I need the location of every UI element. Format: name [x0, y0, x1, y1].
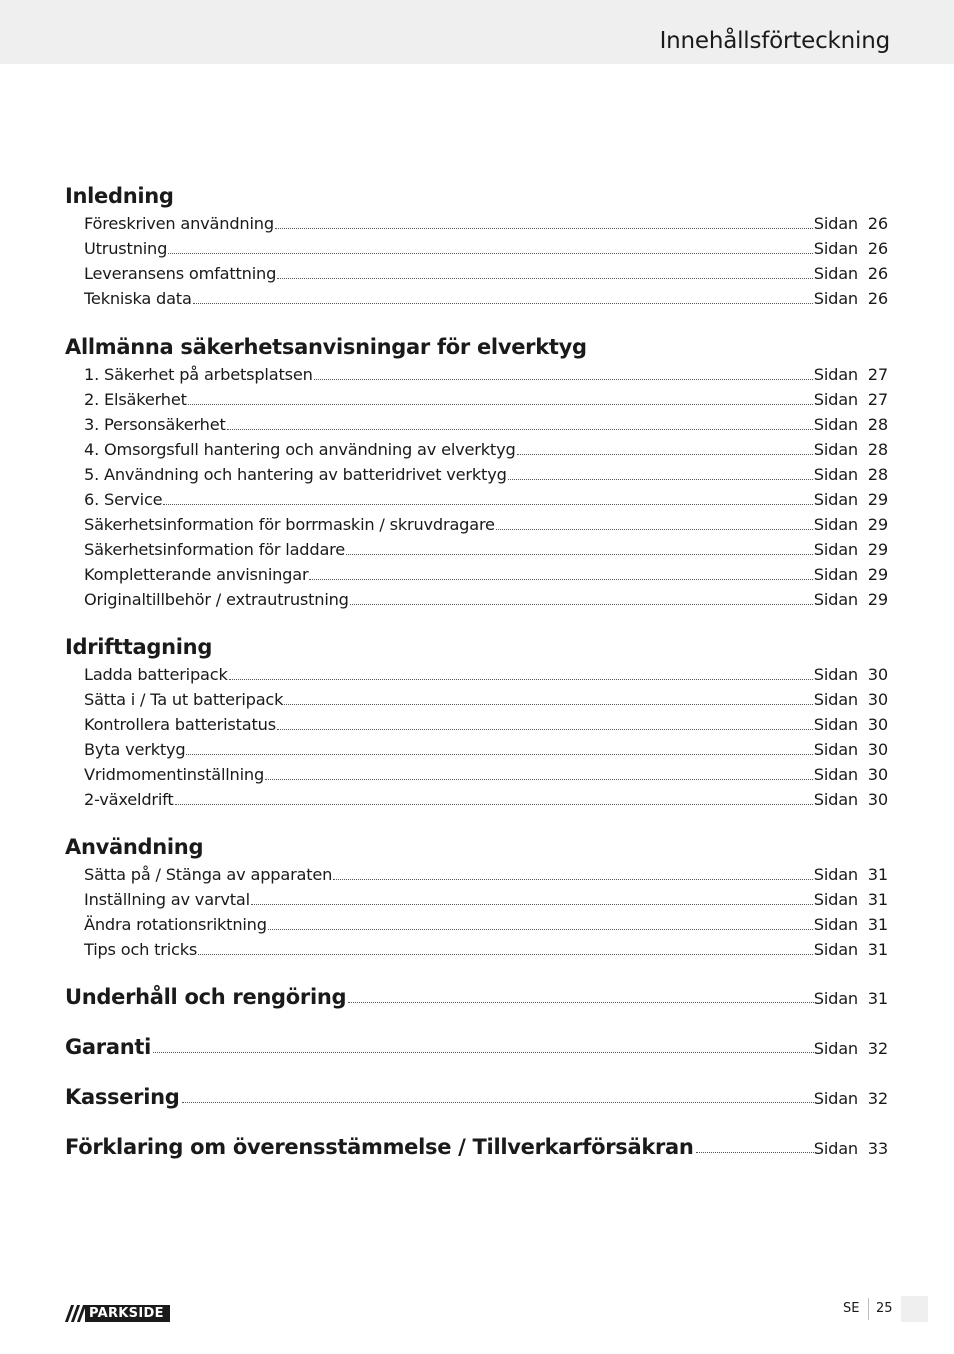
dot-leader	[198, 954, 813, 955]
heading-entry-label: Garanti	[65, 1035, 152, 1059]
entry-page: Sidan 30	[813, 765, 888, 784]
brand-logo-text: PARKSIDE	[85, 1305, 170, 1322]
entry-page: Sidan 30	[813, 740, 888, 759]
entry-label: Tekniska data	[84, 289, 192, 308]
toc-entry[interactable]	[84, 390, 888, 409]
toc-entry[interactable]	[84, 264, 888, 283]
toc-entry[interactable]	[84, 765, 888, 784]
entry-label: Leveransens omfattning	[84, 264, 277, 283]
toc-entry[interactable]	[84, 665, 888, 684]
entry-page: Sidan 26	[813, 214, 888, 233]
section-title: Allmänna säkerhetsanvisningar för elverktyg	[65, 335, 587, 359]
entry-page: Sidan 33	[813, 1139, 888, 1158]
toc-entry[interactable]	[84, 440, 888, 459]
toc-entry[interactable]	[84, 715, 888, 734]
entry-label: 2. Elsäkerhet	[84, 390, 187, 409]
footer-language: SE	[843, 1301, 860, 1316]
dot-leader	[508, 479, 813, 480]
entry-label: Säkerhetsinformation för borrmaskin / skruvdragare	[84, 515, 495, 534]
entry-page: Sidan 27	[813, 390, 888, 409]
entry-page: Sidan 30	[813, 715, 888, 734]
toc-heading-entry[interactable]	[65, 1085, 888, 1109]
entry-page: Sidan 31	[813, 915, 888, 934]
entry-label: 4. Omsorgsfull hantering och användning av elverktyg	[84, 440, 516, 459]
entry-page: Sidan 29	[813, 590, 888, 609]
dot-leader	[517, 454, 813, 455]
entry-page: Sidan 29	[813, 515, 888, 534]
entry-page: Sidan 31	[813, 890, 888, 909]
dot-leader	[348, 1002, 814, 1003]
entry-page: Sidan 31	[813, 940, 888, 959]
dot-leader	[309, 579, 812, 580]
entry-page: Sidan 29	[813, 490, 888, 509]
toc-entry[interactable]	[84, 415, 888, 434]
toc-entry[interactable]	[84, 214, 888, 233]
entry-label: 1. Säkerhet på arbetsplatsen	[84, 365, 313, 384]
footer-tab-box	[901, 1296, 928, 1322]
logo-stripes-icon	[65, 1305, 85, 1322]
entry-label: Kontrollera batteristatus	[84, 715, 276, 734]
toc-entry[interactable]	[84, 740, 888, 759]
dot-leader	[350, 604, 813, 605]
toc-entry[interactable]	[84, 865, 888, 884]
dot-leader	[168, 253, 813, 254]
dot-leader	[496, 529, 813, 530]
toc-heading-entry[interactable]	[65, 1035, 888, 1059]
section-title: Inledning	[65, 184, 174, 208]
entry-label: Kompletterande anvisningar	[84, 565, 309, 584]
entry-page: Sidan 29	[813, 540, 888, 559]
entry-label: 3. Personsäkerhet	[84, 415, 226, 434]
toc-heading-entry[interactable]	[65, 985, 888, 1009]
dot-leader	[696, 1152, 814, 1153]
entry-page: Sidan 26	[813, 264, 888, 283]
toc-entry[interactable]	[84, 790, 888, 809]
dot-leader	[277, 729, 813, 730]
heading-entry-label: Kassering	[65, 1085, 180, 1109]
toc-entry[interactable]	[84, 565, 888, 584]
entry-page: Sidan 29	[813, 565, 888, 584]
entry-page: Sidan 30	[813, 790, 888, 809]
toc-entry[interactable]	[84, 289, 888, 308]
dot-leader	[182, 1102, 814, 1103]
entry-label: 5. Användning och hantering av batteridrivet verktyg	[84, 465, 507, 484]
entry-label: 6. Service	[84, 490, 163, 509]
dot-leader	[193, 303, 813, 304]
toc-entry[interactable]	[84, 239, 888, 258]
entry-page: Sidan 30	[813, 690, 888, 709]
entry-page: Sidan 26	[813, 289, 888, 308]
dot-leader	[333, 879, 813, 880]
dot-leader	[188, 404, 813, 405]
entry-label: Byta verktyg	[84, 740, 186, 759]
section-title: Användning	[65, 835, 204, 859]
dot-leader	[265, 779, 813, 780]
entry-page: Sidan 31	[813, 989, 888, 1008]
entry-label: Ladda batteripack	[84, 665, 228, 684]
section-title: Idrifttagning	[65, 635, 213, 659]
dot-leader	[284, 704, 812, 705]
entry-page: Sidan 28	[813, 465, 888, 484]
entry-page: Sidan 30	[813, 665, 888, 684]
entry-page: Sidan 28	[813, 440, 888, 459]
dot-leader	[229, 679, 813, 680]
entry-label: 2-växeldrift	[84, 790, 174, 809]
toc-entry[interactable]	[84, 490, 888, 509]
toc-entry[interactable]	[84, 515, 888, 534]
dot-leader	[275, 228, 813, 229]
entry-label: Originaltillbehör / extrautrustning	[84, 590, 349, 609]
dot-leader	[186, 754, 812, 755]
dot-leader	[163, 504, 812, 505]
toc-entry[interactable]	[84, 590, 888, 609]
toc-entry[interactable]	[84, 915, 888, 934]
toc-entry[interactable]	[84, 365, 888, 384]
entry-label: Inställning av varvtal	[84, 890, 250, 909]
footer-page-number: 25	[876, 1301, 893, 1316]
entry-label: Säkerhetsinformation för laddare	[84, 540, 346, 559]
page-title: Innehållsförteckning	[659, 28, 890, 54]
dot-leader	[251, 904, 813, 905]
footer-divider	[868, 1298, 869, 1320]
dot-leader	[153, 1052, 814, 1053]
dot-leader	[346, 554, 813, 555]
entry-label: Sätta på / Stänga av apparaten	[84, 865, 333, 884]
dot-leader	[268, 929, 813, 930]
entry-page: Sidan 32	[813, 1089, 888, 1108]
heading-entry-label: Underhåll och rengöring	[65, 985, 347, 1009]
entry-label: Vridmomentinställning	[84, 765, 265, 784]
dot-leader	[175, 804, 813, 805]
dot-leader	[227, 429, 813, 430]
dot-leader	[277, 278, 813, 279]
heading-entry-label: Förklaring om överensstämmelse / Tillverkarförsäkran	[65, 1135, 694, 1159]
brand-logo	[65, 1305, 170, 1322]
entry-label: Sätta i / Ta ut batteripack	[84, 690, 284, 709]
entry-label: Föreskriven användning	[84, 214, 274, 233]
toc-heading-entry[interactable]	[65, 1135, 888, 1159]
toc-entry[interactable]	[84, 890, 888, 909]
entry-label: Ändra rotationsriktning	[84, 915, 267, 934]
entry-page: Sidan 28	[813, 415, 888, 434]
entry-label: Tips och tricks	[84, 940, 198, 959]
toc-entry[interactable]	[84, 540, 888, 559]
entry-label: Utrustning	[84, 239, 168, 258]
dot-leader	[314, 379, 813, 380]
toc-entry[interactable]	[84, 940, 888, 959]
entry-page: Sidan 27	[813, 365, 888, 384]
toc-entry[interactable]	[84, 690, 888, 709]
toc-entry[interactable]	[84, 465, 888, 484]
entry-page: Sidan 32	[813, 1039, 888, 1058]
entry-page: Sidan 26	[813, 239, 888, 258]
entry-page: Sidan 31	[813, 865, 888, 884]
